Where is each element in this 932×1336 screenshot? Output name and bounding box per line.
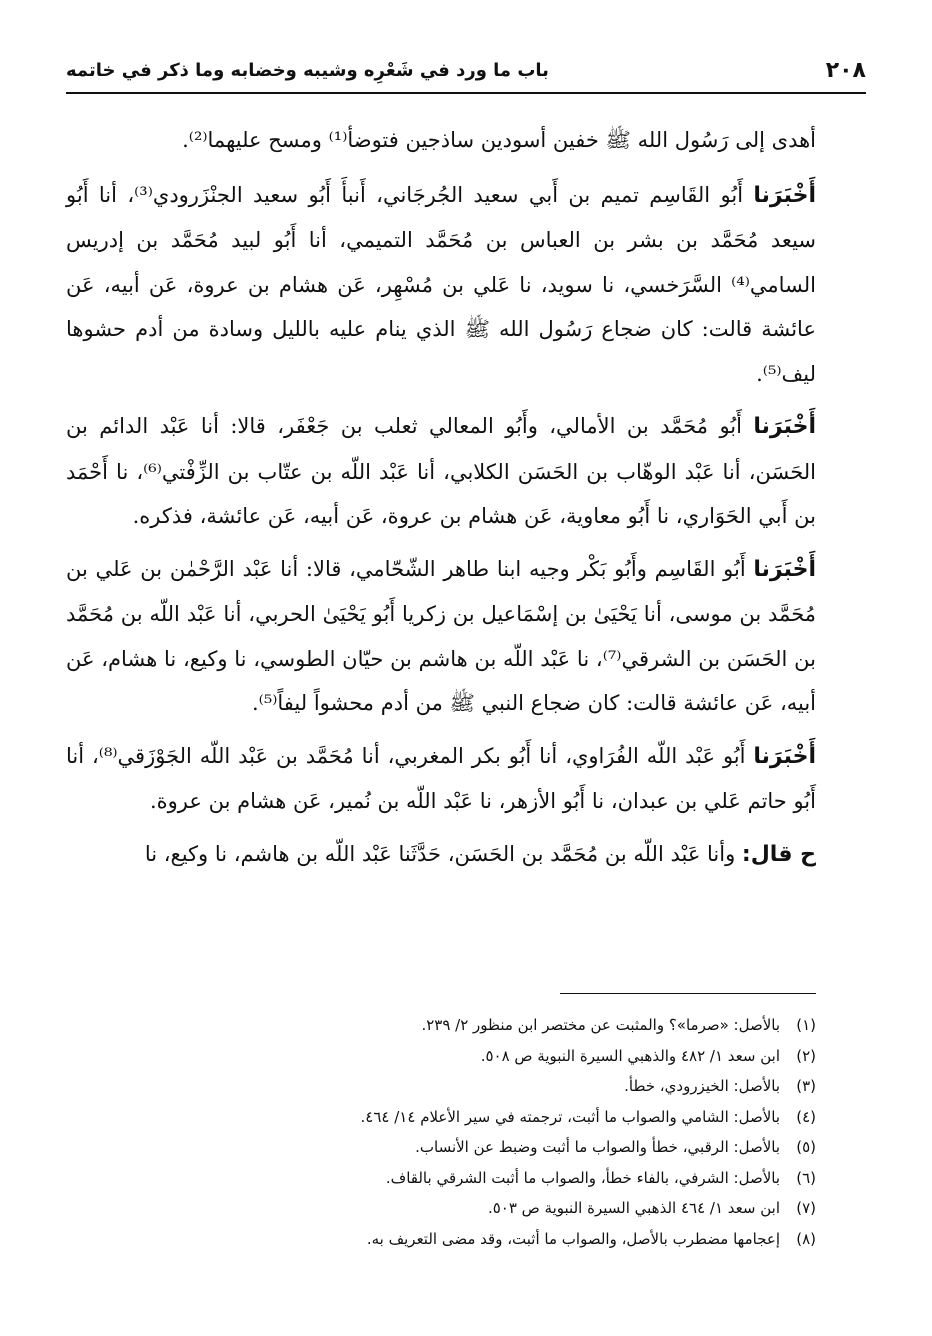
paragraph-lead: ح قال: (741, 841, 816, 867)
paragraph-lead: أَخْبَرَنا (753, 414, 816, 439)
paragraph-lead: أَخْبَرَنا (753, 743, 816, 769)
footnote-text: بالأصل: الشامي والصواب ما أثبت، ترجمته في سير الأعلام ١٤/ ٤٦٤. (360, 1107, 780, 1126)
footnote (66, 1071, 816, 1102)
footnote-number: (٢) (796, 1046, 816, 1065)
paragraph-text: أَبُو القَاسِم تميم بن أَبي سعيد الجُرجَاني، أَنبأَ أَبُو سعيد الجنْزَرودي⁽³⁾، أنا أَبُو سيعد مُحَمَّد بن بشر بن العباس بن مُحَمَّد التميمي، أنا أَبُو لبيد مُحَمَّد بن إدريس السامي⁽⁴⁾ السَّرَخسي، نا سويد، نا عَلي بن مُسْهِر، عَن هشام بن عروة، عَن أبيه، عَن عائشة قالت: كان ضجاع رَسُول الله ﷺ الذي ينام عليه بالليل وسادة من أدم حشوها ليف⁽⁵⁾. (66, 182, 816, 386)
footnote-number: (٤) (796, 1107, 816, 1126)
paragraph-text: أَبُو القَاسِم وأَبُو بَكْر وجيه ابنا طاهر الشّحّامي، قالا: أنا عَبْد الرَّحْمٰن بن عَلي بن مُحَمَّد بن موسى، أنا يَحْيَىٰ بن إسْمَاعيل بن زكريا أَبُو يَحْيَىٰ الحربي، أنا عَبْد اللّه بن مُحَمَّد بن الحَسَن بن الشرقي⁽⁷⁾، نا عَبْد اللّه بن هاشم بن حيّان الطوسي، نا وكيع، نا هشام، عَن أبيه، عَن عائشة قالت: كان ضجاع النبي ﷺ من أدم محشواً ليفاً⁽⁵⁾. (66, 556, 816, 715)
page-header (66, 52, 866, 94)
paragraph-lead: أَخْبَرَنا (753, 182, 816, 208)
main-text (66, 118, 816, 885)
paragraph-4 (66, 547, 816, 726)
footnote-number: (٣) (796, 1077, 816, 1095)
page-number: ٢٠٨ (825, 58, 866, 83)
footnote-number: (١) (796, 1016, 816, 1034)
paragraph-2 (66, 173, 816, 397)
footnote-text: بالأصل: الخيزرودي، خطأ. (624, 1077, 780, 1095)
footnote-number: (٧) (796, 1199, 816, 1217)
footnote (66, 1224, 816, 1255)
footnote-text: بالأصل: الشرفي، بالفاء خطأ، والصواب ما أثبت الشرقي بالقاف. (385, 1168, 780, 1187)
footnote (66, 1010, 816, 1041)
footnote-text: ابن سعد ١/ ٤٨٢ والذهبي السيرة النبوية ص ٥٠٨. (480, 1046, 780, 1065)
footnote-text: ابن سعد ١/ ٤٦٤ الذهبي السيرة النبوية ص ٥٠٣. (487, 1199, 780, 1217)
footnote (66, 1102, 816, 1133)
footnote-divider (560, 993, 816, 994)
footnote (66, 1163, 816, 1194)
footnotes (66, 1010, 816, 1254)
footnote (66, 1193, 816, 1224)
paragraph-text: وأنا عَبْد اللّه بن مُحَمَّد بن الحَسَن، حَدَّثَنا عَبْد اللّه بن هاشم، نا وكيع، نا (144, 841, 742, 866)
paragraph-lead: أَخْبَرَنا (753, 556, 816, 582)
paragraph-3 (66, 404, 816, 539)
running-title: باب ما ورد في شَعْرِه وشيبه وخضابه وما ذكر في خاتمه (66, 60, 549, 81)
footnote-text: إعجامها مضطرب بالأصل، والصواب ما أثبت، وقد مضى التعريف به. (366, 1229, 780, 1248)
footnote (66, 1041, 816, 1072)
footnote-text: بالأصل: الرقبي، خطأ والصواب ما أثبت وضبط عن الأنساب. (415, 1138, 780, 1156)
footnote-text: بالأصل: «صرما»؟ والمثبت عن مختصر ابن منظور ٢/ ٢٣٩. (421, 1016, 780, 1034)
footnote-number: (٥) (796, 1138, 816, 1156)
paragraph-1: أهدى إلى رَسُول الله ﷺ خفين أسودين ساذجين فتوضأ⁽¹⁾ ومسح عليهما⁽²⁾. (182, 128, 816, 152)
paragraph-6 (66, 832, 816, 878)
footnote-number: (٦) (796, 1168, 816, 1187)
paragraph-text: أَبُو عَبْد اللّه الفُرَاوي، أنا أَبُو بكر المغربي، أنا مُحَمَّد بن عَبْد اللّه الجَوْزَقي⁽⁸⁾، أنا أَبُو حاتم عَلي بن عبدان، نا أَبُو الأزهر، نا عَبْد اللّه بن نُمير، عَن هشام بن عروة. (66, 743, 816, 813)
paragraph-5 (66, 734, 816, 824)
paragraph-text: أَبُو مُحَمَّد بن الأمالي، وأَبُو المعالي ثعلب بن جَعْفَر، قالا: أنا عَبْد الدائم بن الحَسَن، أنا عَبْد الوهّاب بن الحَسَن الكلابي، أنا عَبْد اللّه بن عتّاب بن الزِّفْتي⁽⁶⁾، نا أَحْمَد بن أَبي الحَوَاري، نا أَبُو معاوية، عَن هشام بن عروة، عَن أبيه، عَن عائشة، فذكره. (66, 414, 816, 528)
footnote (66, 1132, 816, 1163)
footnote-number: (٨) (796, 1229, 816, 1248)
